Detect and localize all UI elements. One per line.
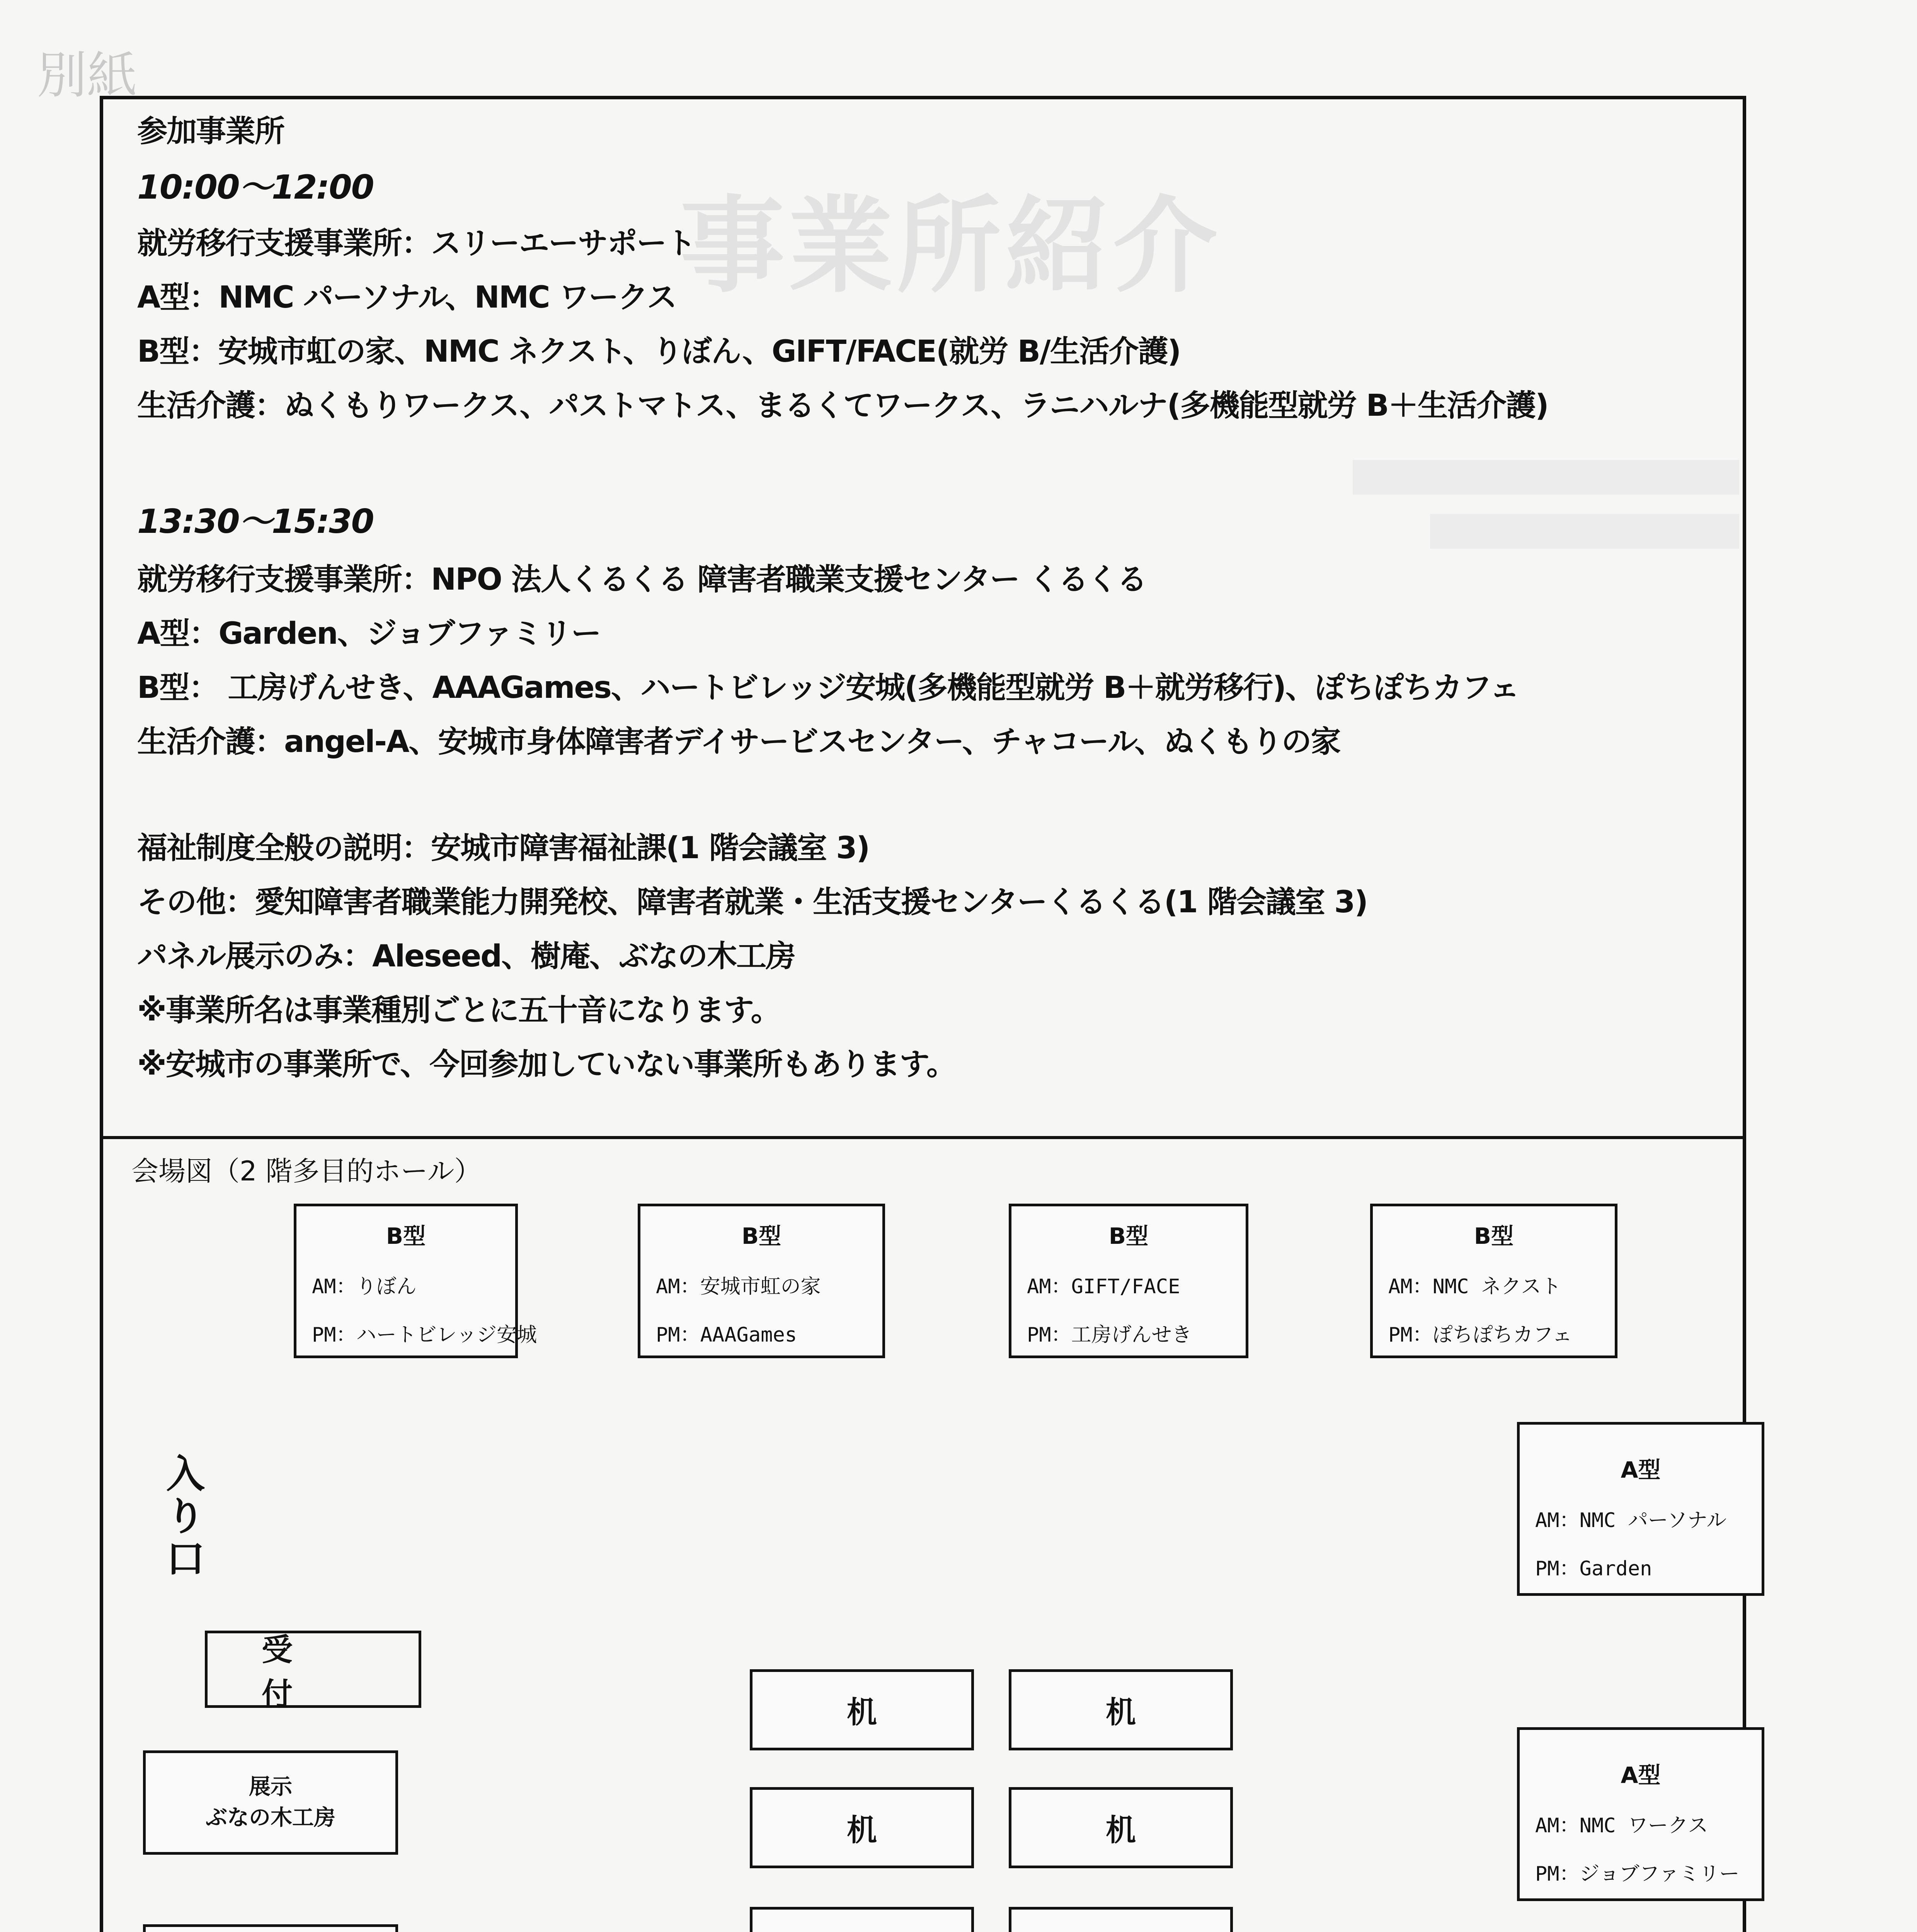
booth-pm: PM：AAAGames — [656, 1323, 797, 1347]
booth-am: AM：GIFT/FACE — [1027, 1275, 1180, 1298]
booth-b-type — [1370, 1204, 1617, 1358]
entrance-char: 入 — [166, 1451, 205, 1497]
booth-pm: PM：ぽちぽちカフェ — [1388, 1323, 1573, 1347]
booth-b-type — [638, 1204, 885, 1358]
booth-pm: PM：工房げんせき — [1027, 1323, 1192, 1347]
note-line: パネル展示のみ：Aleseed、樹庵、ぶなの木工房 — [137, 939, 795, 974]
entrance-char: り — [166, 1494, 205, 1539]
note-line: その他：愛知障害者職業能力開発校、障害者就業・生活支援センターくるくる(1 階会議室 3) — [137, 885, 1368, 920]
exhibit-booth — [143, 1750, 398, 1855]
morning-line: A型：NMC パーソナル、NMC ワークス — [137, 280, 676, 315]
note-line: ※事業所名は事業種別ごとに五十音になります。 — [137, 993, 780, 1028]
booth-b-type — [1009, 1204, 1248, 1358]
section-divider — [100, 1136, 1746, 1139]
booth-am: AM：NMC パーソナル — [1535, 1509, 1727, 1532]
booth-a-type — [1517, 1727, 1764, 1901]
morning-line: 生活介護：ぬくもりワークス、パストマトス、まるくてワークス、ラニハルナ(多機能型就労 B＋生活介護) — [137, 388, 1548, 423]
exhibit-label: 展示 — [249, 1774, 292, 1799]
afternoon-line: 就労移行支援事業所：NPO 法人くるくる 障害者職業支援センター くるくる — [137, 562, 1147, 597]
booth-type: B型 — [1474, 1223, 1514, 1249]
booth-type: B型 — [386, 1223, 426, 1249]
desk: 机 — [750, 1787, 974, 1868]
booth-am: AM：りぼん — [312, 1275, 417, 1298]
desk — [750, 1907, 974, 1932]
entrance-label — [162, 1453, 209, 1580]
booth-pm: PM：Garden — [1535, 1557, 1652, 1580]
booth-type: B型 — [1108, 1223, 1149, 1249]
booth-type: A型 — [1621, 1762, 1661, 1788]
corner-mark: 別紙 — [37, 46, 138, 105]
entrance-char: 口 — [166, 1536, 205, 1582]
morning-line: B型：安城市虹の家、NMC ネクスト、りぼん、GIFT/FACE(就労 B/生活介護) — [137, 334, 1181, 369]
afternoon-line: 生活介護：angel-A、安城市身体障害者デイサービスセンター、チャコール、ぬくもりの家 — [137, 724, 1340, 759]
desk — [1009, 1907, 1233, 1932]
booth-am: AM：NMC ワークス — [1535, 1814, 1708, 1837]
booth-am: AM：NMC ネクスト — [1388, 1275, 1561, 1298]
exhibit-booth — [143, 1924, 398, 1932]
booth-type: B型 — [741, 1223, 781, 1249]
booth-b-type — [294, 1204, 537, 1358]
desk: 机 — [1009, 1669, 1233, 1750]
morning-line: 就労移行支援事業所：スリーエーサポート — [137, 226, 696, 261]
note-line: 福祉制度全般の説明：安城市障害福祉課(1 階会議室 3) — [137, 831, 870, 866]
desk: 机 — [1009, 1787, 1233, 1868]
booth-a-type — [1517, 1422, 1764, 1596]
morning-time: 10:00～12:00 — [137, 168, 374, 207]
background-title: 事業所紹介 — [680, 185, 1221, 307]
booth-pm: PM：ジョブファミリー — [1535, 1862, 1740, 1886]
booth-pm: PM：ハートビレッジ安城 — [312, 1323, 537, 1347]
afternoon-line: B型： 工房げんせき、AAAGames、ハートビレッジ安城(多機能型就労 B＋就労移行)、ぽちぽちカフェ — [137, 670, 1519, 705]
reception-desk: 受付 — [205, 1631, 421, 1708]
desk: 机 — [750, 1669, 974, 1750]
venue-title: 会場図（2 階多目的ホール） — [131, 1155, 482, 1187]
exhibit-name: ぶなの木工房 — [206, 1805, 335, 1830]
booth-type: A型 — [1621, 1457, 1661, 1483]
booth-am: AM：安城市虹の家 — [656, 1275, 821, 1298]
afternoon-time: 13:30～15:30 — [137, 502, 374, 541]
afternoon-line: A型：Garden、ジョブファミリー — [137, 616, 601, 651]
participants-heading: 参加事業所 — [137, 114, 284, 149]
note-line: ※安城市の事業所で、今回参加していない事業所もあります。 — [137, 1047, 956, 1082]
